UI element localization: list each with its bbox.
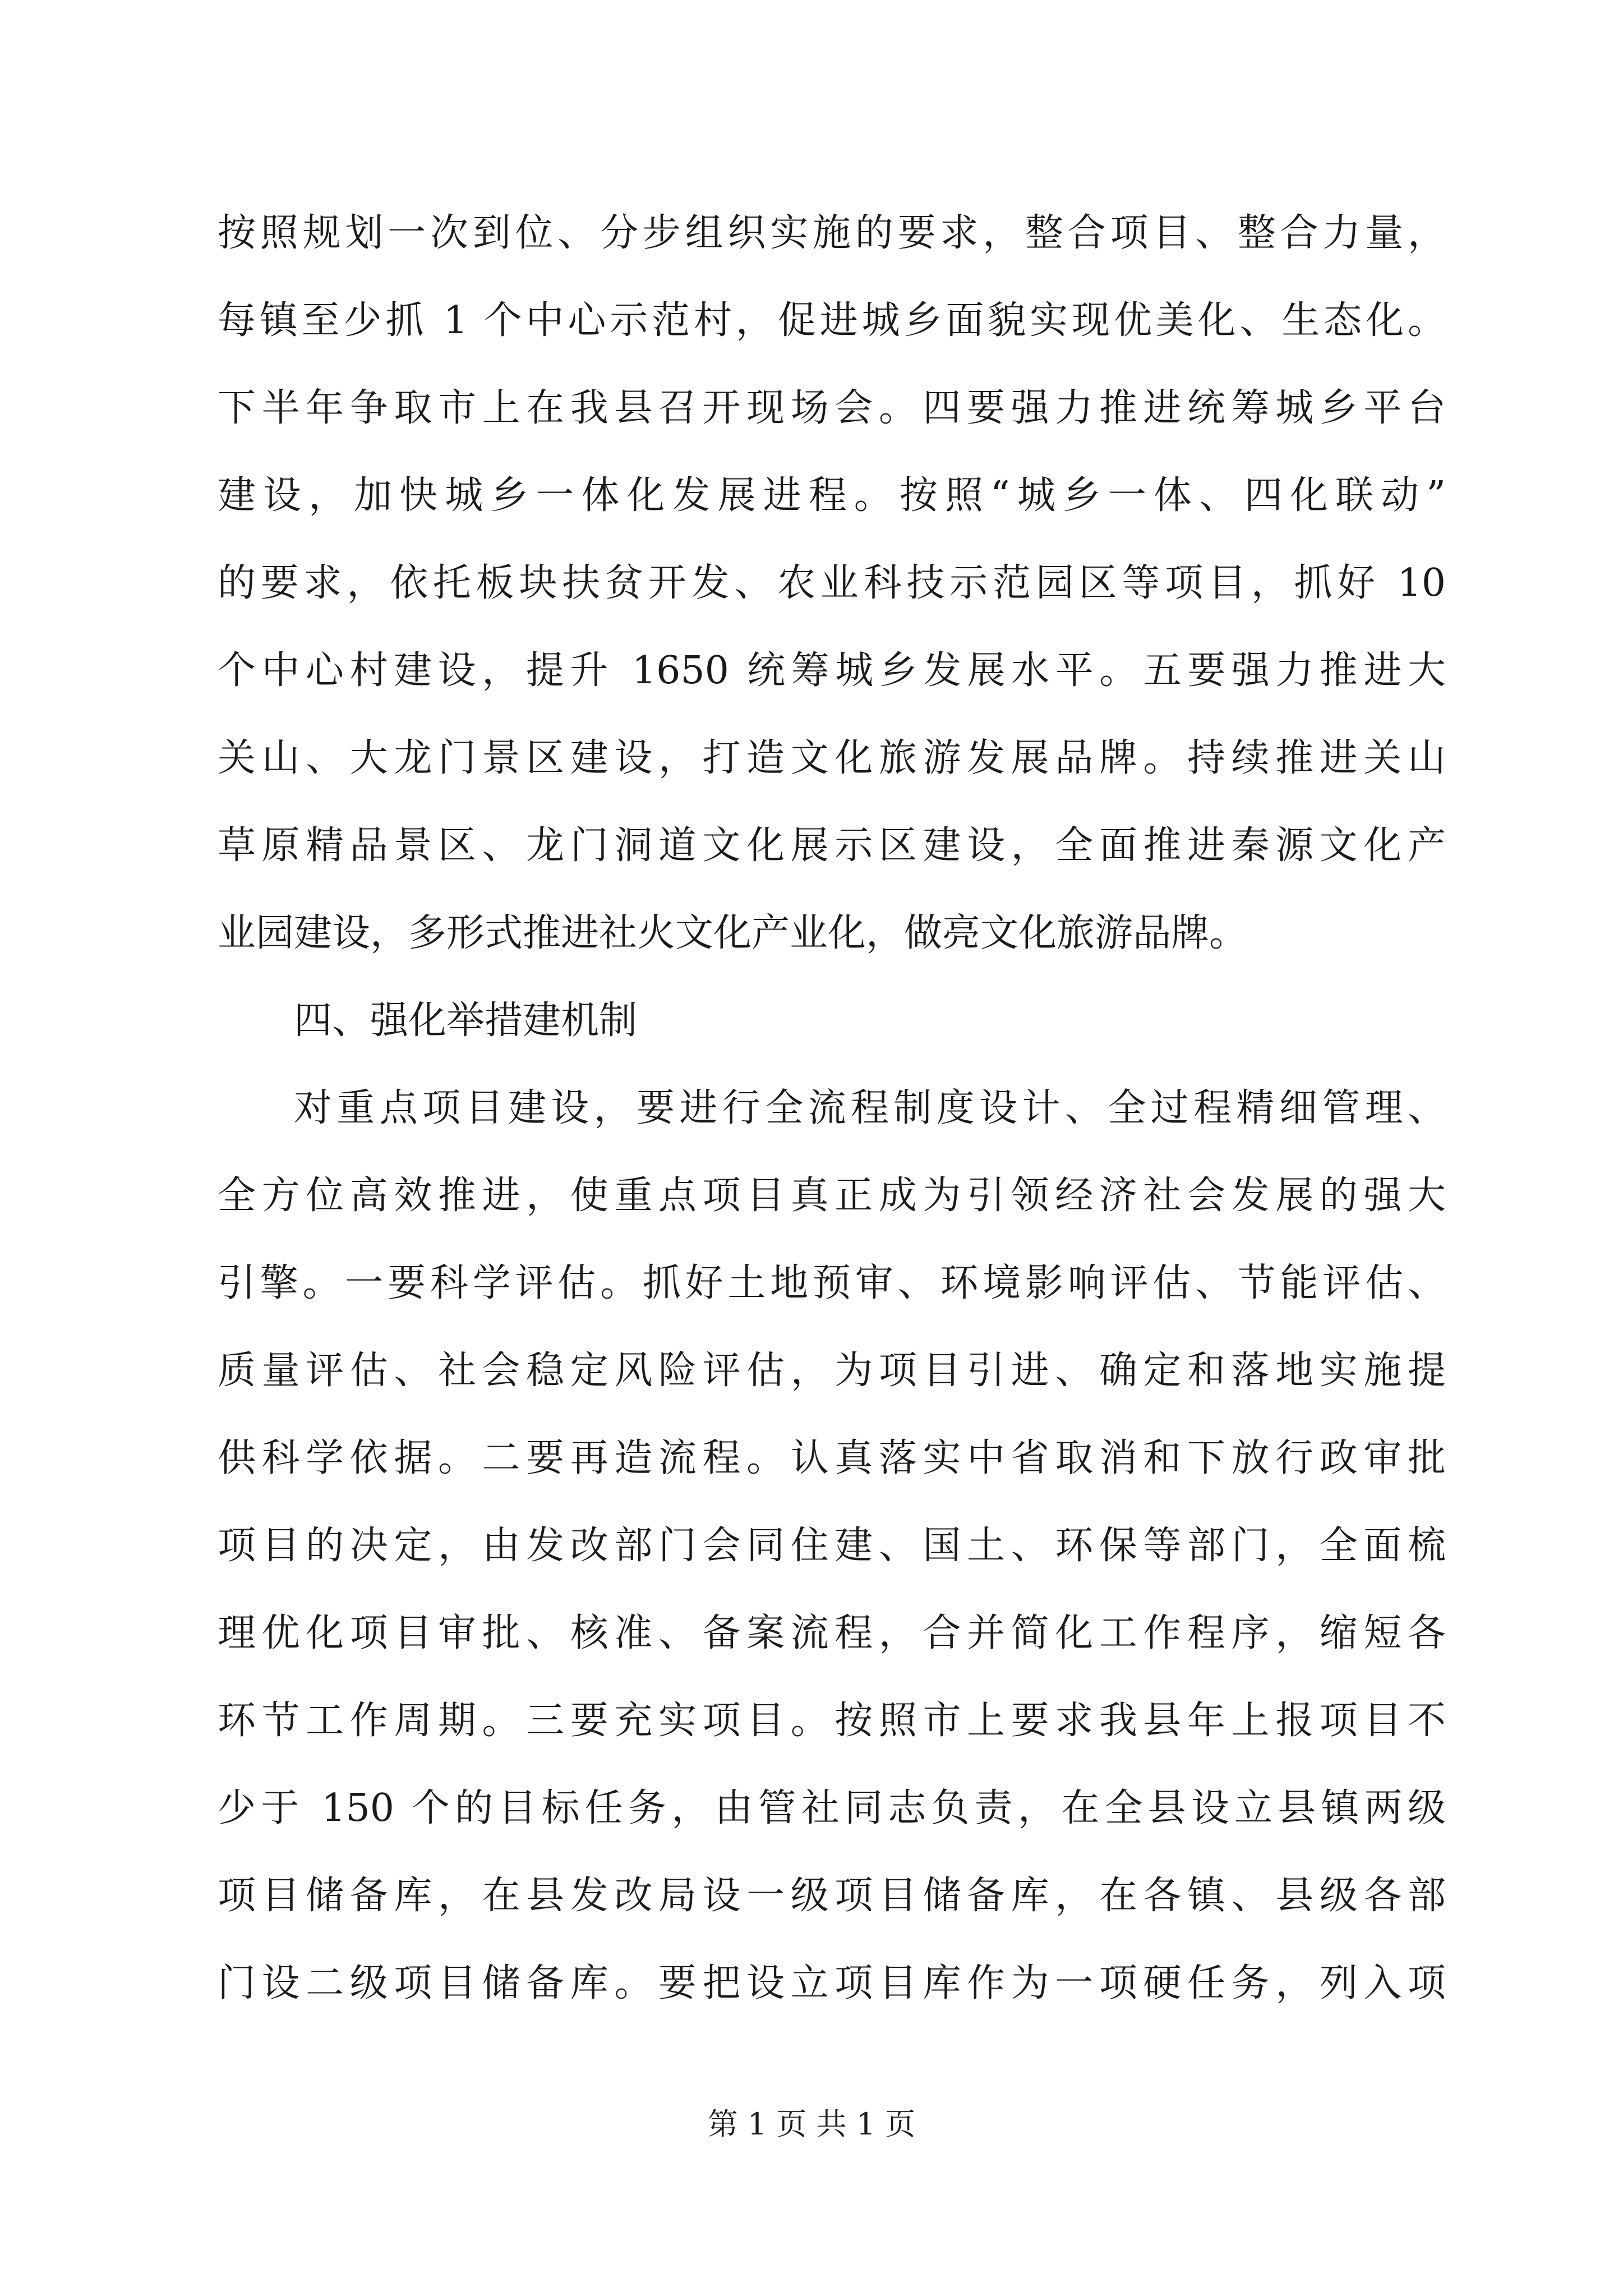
text-line-13: 引擎。一要科学评估。抓好土地预审、环境影响评估、节能评估、: [218, 1261, 1446, 1305]
text-line-19: 少于 150 个的目标任务，由管社同志负责，在全县设立县镇两级: [218, 1786, 1446, 1830]
page-footer: 第 1 页 共 1 页: [707, 2106, 916, 2142]
section-heading: 四、强化举措建机制: [294, 999, 638, 1043]
text-line-15: 供科学依据。二要再造流程。认真落实中省取消和下放行政审批: [218, 1436, 1446, 1480]
text-line-14: 质量评估、社会稳定风险评估，为项目引进、确定和落地实施提: [218, 1349, 1446, 1393]
text-line-2: 每镇至少抓 1 个中心示范村，促进城乡面貌实现优美化、生态化。: [218, 298, 1446, 343]
text-line-18: 环节工作周期。三要充实项目。按照市上要求我县年上报项目不: [218, 1699, 1446, 1743]
text-line-11: 对重点项目建设，要进行全流程制度设计、全过程精细管理、: [294, 1086, 1446, 1130]
text-line-6: 个中心村建设，提升 1650 统筹城乡发展水平。五要强力推进大: [218, 648, 1446, 693]
text-line-4: 建设，加快城乡一体化发展进程。按照“城乡一体、四化联动”: [218, 473, 1446, 518]
document-body: [218, 190, 1446, 2027]
text-line-21: 门设二级项目储备库。要把设立项目库作为一项硬任务，列入项: [218, 1961, 1446, 2005]
text-line-1: 按照规划一次到位、分步组织实施的要求，整合项目、整合力量，: [218, 211, 1446, 255]
text-line-9: 业园建设，多形式推进社火文化产业化，做亮文化旅游品牌。: [218, 911, 1248, 955]
text-line-16: 项目的决定，由发改部门会同住建、国土、环保等部门，全面梳: [218, 1524, 1446, 1568]
text-line-5: 的要求，依托板块扶贫开发、农业科技示范园区等项目，抓好 10: [218, 561, 1446, 605]
text-line-20: 项目储备库，在县发改局设一级项目储备库，在各镇、县级各部: [218, 1874, 1446, 1918]
text-line-17: 理优化项目审批、核准、备案流程，合并简化工作程序，缩短各: [218, 1611, 1446, 1655]
text-line-3: 下半年争取市上在我县召开现场会。四要强力推进统筹城乡平台: [218, 386, 1446, 430]
text-line-8: 草原精品景区、龙门洞道文化展示区建设，全面推进秦源文化产: [218, 823, 1446, 868]
text-line-12: 全方位高效推进，使重点项目真正成为引领经济社会发展的强大: [218, 1174, 1446, 1218]
text-line-7: 关山、大龙门景区建设，打造文化旅游发展品牌。持续推进关山: [218, 736, 1446, 780]
